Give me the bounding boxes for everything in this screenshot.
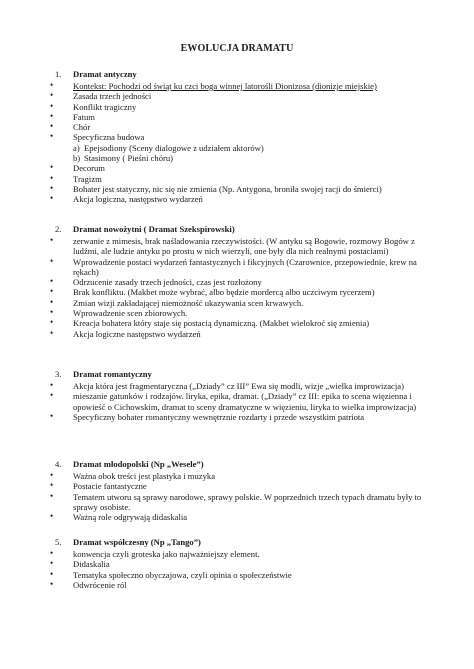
list-item: • Specyficzna budowa bbox=[50, 131, 145, 143]
bullet-icon: • bbox=[50, 490, 54, 501]
list-item: • Specyficzny bohater romantyczny wewnętrznie rozdarty i przede wszystkim patriota bbox=[50, 410, 365, 422]
section-number: 5. bbox=[55, 537, 62, 547]
section-title: Dramat młodopolski (Np „Wesele”) bbox=[73, 459, 204, 469]
bullet-icon: • bbox=[50, 121, 54, 132]
section-heading bbox=[46, 69, 426, 80]
list-item: • mieszanie gatunków i rodzajów. liryka, epika, dramat. („Dziady” cz III: epika to scena więzienna i opowieść o Cichowskim, dramat to sceny dramatyczne w więzieniu, liryka to wielka improwizacja) bbox=[50, 390, 417, 412]
list-item: • Decorum bbox=[50, 162, 105, 174]
bullet-icon: • bbox=[50, 100, 54, 111]
list-item: • Kontekst: Pochodzi od świąt ku czci boga winnej latorośli Dionizosa (dionizje miejskie) bbox=[50, 80, 377, 91]
sub-list-item: b) Stasimony ( Pieśni chóru) bbox=[73, 153, 174, 164]
bullet-icon: • bbox=[50, 110, 54, 121]
list-item: • konwencja czyli groteska jako najważniejszy element. bbox=[50, 548, 260, 559]
section-title: Dramat współczesny (Np „Tango”) bbox=[73, 537, 201, 547]
list-item: • Tematyka społeczno obyczajowa, czyli opinia o społeczeństwie bbox=[50, 568, 292, 580]
section-title: Dramat romantyczny bbox=[73, 369, 152, 379]
section-dramat-mlodopolski bbox=[46, 459, 426, 522]
bullet-icon: • bbox=[50, 193, 54, 204]
list-item: • Kreacja bohatera który staje się postacią dynamiczną. (Makbet wielokroć się zmienia) bbox=[50, 317, 370, 329]
bullet-icon: • bbox=[50, 182, 54, 193]
section-heading bbox=[46, 459, 426, 470]
list-item: • Zmian wizji zakładającej niemożność ukazywania scen krwawych. bbox=[50, 296, 304, 308]
bullet-icon: • bbox=[50, 511, 54, 522]
list-item: • Fatum bbox=[50, 110, 95, 122]
list-item: • Akcja logiczna, następstwo wydarzeń bbox=[50, 193, 203, 205]
bullet-icon: • bbox=[50, 390, 54, 401]
section-heading bbox=[46, 537, 426, 548]
bullet-icon: • bbox=[50, 558, 54, 569]
bullet-icon: • bbox=[50, 172, 54, 183]
list-item: • Ważna obok treści jest plastyka i muzyka bbox=[50, 470, 216, 481]
list-item: • Akcja logiczne następstwo wydarzeń bbox=[50, 327, 201, 339]
section-title: Dramat nowożytni ( Dramat Szekspirowski) bbox=[73, 224, 235, 234]
bullet-icon: • bbox=[50, 235, 54, 245]
list-item: • Ważną role odgrywają didaskalia bbox=[50, 511, 188, 523]
bullet-icon: • bbox=[50, 327, 54, 338]
bullet-icon: • bbox=[50, 568, 54, 579]
bullet-icon: • bbox=[50, 296, 54, 307]
section-heading bbox=[46, 369, 426, 380]
list-item: • Postacie fantastyczne bbox=[50, 480, 147, 492]
list-item: • Didaskalia bbox=[50, 558, 110, 570]
list-item: • Wprowadzenie postaci wydarzeń fantastycznych i fikcyjnych (Czarownice, przepowiednie, krew na rękach) bbox=[50, 255, 417, 277]
section-dramat-romantyczny bbox=[46, 369, 426, 422]
bullet-icon: • bbox=[50, 162, 54, 173]
bullet-icon: • bbox=[50, 307, 54, 318]
section-heading bbox=[46, 224, 426, 235]
section-number: 2. bbox=[55, 224, 62, 234]
section-number: 4. bbox=[55, 459, 62, 469]
section-number: 3. bbox=[55, 369, 62, 379]
section-dramat-wspolczesny bbox=[46, 537, 426, 590]
list-item: • Tematem utworu są sprawy narodowe, sprawy polskie. W poprzednich trzech typach dramatu były to sprawy osobiste. bbox=[50, 490, 422, 512]
list-item: • Akcja która jest fragmentaryczna („Dziady” cz III” Ewa się modli, wizje „wielka improwizacja) bbox=[50, 380, 404, 391]
sub-list-item: a) Epejsodiony (Sceny dialogowe z udziałem aktorów) bbox=[73, 142, 264, 153]
bullet-icon: • bbox=[50, 90, 54, 101]
bullet-icon: • bbox=[50, 480, 54, 491]
list-item: • Zasada trzech jedności bbox=[50, 90, 152, 102]
bullet-icon: • bbox=[50, 470, 54, 480]
section-number: 1. bbox=[55, 69, 62, 79]
bullet-icon: • bbox=[50, 131, 54, 142]
list-item: • Odrzucenie zasady trzech jedności, czas jest rozłożony bbox=[50, 276, 262, 288]
bullet-icon: • bbox=[50, 317, 54, 328]
bullet-icon: • bbox=[50, 578, 54, 589]
section-dramat-antyczny bbox=[46, 69, 426, 205]
list-item: • Bohater jest statyczny, nic się nie zmienia (Np. Antygona, broniła swojej racji do śmierci) bbox=[50, 182, 382, 194]
bullet-icon: • bbox=[50, 548, 54, 558]
list-item: • Odwrócenie ról bbox=[50, 578, 127, 590]
list-item: • Chór bbox=[50, 121, 91, 133]
bullet-icon: • bbox=[50, 276, 54, 287]
bullet-icon: • bbox=[50, 255, 54, 266]
bullet-icon: • bbox=[50, 380, 54, 390]
bullet-icon: • bbox=[50, 80, 54, 90]
section-dramat-nowozytny bbox=[46, 224, 426, 339]
list-item: • Wprowadzenie scen zbiorowych. bbox=[50, 307, 188, 319]
list-item: • zerwanie z mimesis, brak naśladowania rzeczywistości. (W antyku są Bogowie, rozmowy Bogów z ludźmi, ale ludzie antyku po prostu w nich wierzyli, one były dla nich realnymi postaciami) bbox=[50, 235, 415, 257]
document-title: EWOLUCJA DRAMATU bbox=[180, 43, 294, 54]
list-item: • Brak konfliktu. (Makbet może wybrać, albo będzie mordercą albo uczciwym rycerzem) bbox=[50, 286, 375, 298]
bullet-icon: • bbox=[50, 410, 54, 421]
list-item: • Tragizm bbox=[50, 172, 102, 184]
list-item: • Konflikt tragiczny bbox=[50, 100, 137, 112]
bullet-icon: • bbox=[50, 286, 54, 297]
section-title: Dramat antyczny bbox=[73, 69, 137, 79]
